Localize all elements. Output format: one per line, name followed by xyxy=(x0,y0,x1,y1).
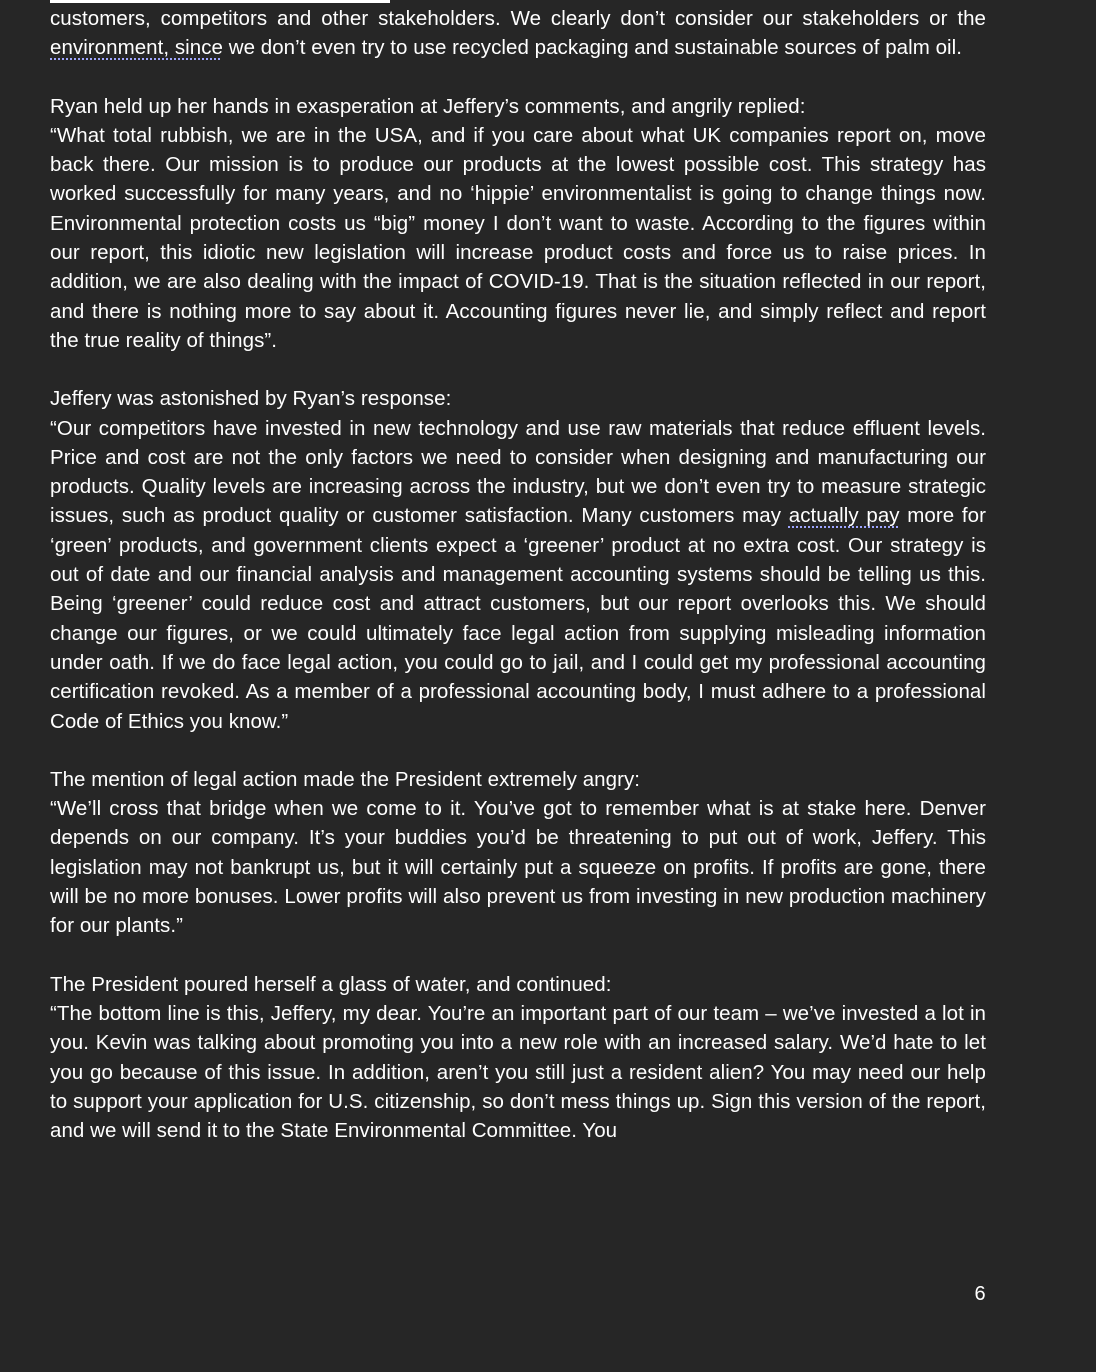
page-number: 6 xyxy=(974,1283,986,1305)
paragraph-text: we don’t even try to use recycled packaging and sustainable sources of palm oil. xyxy=(222,36,963,60)
paragraph xyxy=(50,4,986,63)
grammar-flagged-text: actually pay xyxy=(788,504,900,528)
paragraph xyxy=(50,970,986,1146)
paragraph-text: “Our competitors have invested in new technology and use raw materials that reduce effluent levels. Price and cost are not the only factors we need to consider when designing and manufacturing our products. Quality levels are increasing across the industry, but we don’t even try to measure strategic issues, such as product quality or customer satisfaction. Many customers may xyxy=(50,416,986,528)
paragraph-lead: The mention of legal action made the President extremely angry: xyxy=(50,767,640,791)
grammar-flagged-text: environment, since xyxy=(50,36,223,60)
paragraph-lead: The President poured herself a glass of water, and continued: xyxy=(50,972,612,996)
paragraph xyxy=(50,92,986,356)
document-body xyxy=(50,4,986,1174)
paragraph xyxy=(50,384,986,736)
paragraph-lead: Jeffery was astonished by Ryan’s response: xyxy=(50,387,452,411)
paragraph-text: “What total rubbish, we are in the USA, and if you care about what UK companies report on, move back there. Our mission is to produce our products at the lowest possible cost. This strategy has worked successfully for many years, and no ‘hippie’ environmentalist is going to change things now. Environmental protection costs us “big” money I don’t want to waste. According to the figures within our report, this idiotic new legislation will increase product costs and force us to raise prices. In addition, we are also dealing with the impact of COVID-19. That is the situation reflected in our report, and there is nothing more to say about it. Accounting figures never lie, and simply reflect and report the true reality of things”. xyxy=(50,123,986,352)
paragraph-text: “We’ll cross that bridge when we come to it. You’ve got to remember what is at stake here. Denver depends on our company. It’s your buddies you’d be threatening to put out of work, Jeffery. This legislation may not bankrupt us, but it will certainly put a squeeze on profits. If profits are gone, there will be no more bonuses. Lower profits will also prevent us from investing in new production machinery for our plants.” xyxy=(50,797,986,938)
paragraph xyxy=(50,765,986,941)
page-top-edge xyxy=(50,0,390,3)
paragraph-text: more for ‘green’ products, and government clients expect a ‘greener’ product at no extra cost. Our strategy is out of date and our financial analysis and management accounting systems should be telling us this. Being ‘greener’ could reduce cost and attract customers, but our report overlooks this. We should change our figures, or we could ultimately face legal action from supplying misleading information under oath. If we do face legal action, you could go to jail, and I could get my professional accounting certification revoked. As a member of a professional accounting body, I must adhere to a professional Code of Ethics you know.” xyxy=(50,504,986,733)
paragraph-text: customers, competitors and other stakeholders. We clearly don’t consider our stakeholders or the xyxy=(50,7,986,30)
paragraph-lead: Ryan held up her hands in exasperation at Jeffery’s comments, and angrily replied: xyxy=(50,94,806,118)
paragraph-text: “The bottom line is this, Jeffery, my dear. You’re an important part of our team – we’ve invested a lot in you. Kevin was talking about promoting you into a new role with an increased salary. We’d hate to let you go because of this issue. In addition, aren’t you still just a resident alien? You may need our help to support your application for U.S. citizenship, so don’t mess things up. Sign this version of the report, and we will send it to the State Environmental Committee. You xyxy=(50,1001,986,1143)
